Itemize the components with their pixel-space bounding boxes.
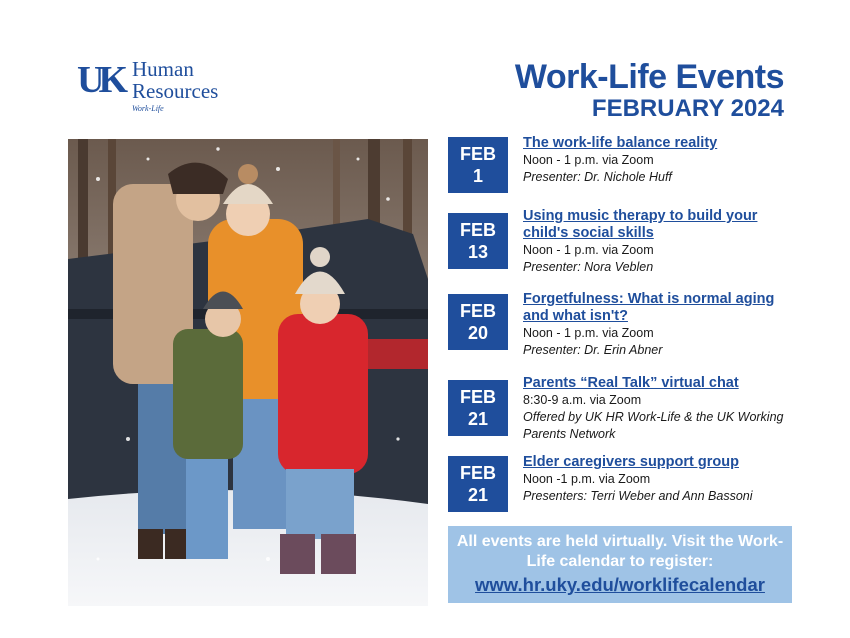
logo-sub-worklife: Work-Life	[132, 104, 164, 113]
registration-message: All events are held virtually. Visit the Work-Life calendar to register:	[456, 533, 784, 570]
family-winter-photo	[68, 139, 428, 606]
logo-line-human: Human	[132, 57, 194, 81]
event-date-badge	[448, 213, 508, 269]
calendar-link[interactable]: www.hr.uky.edu/worklifecalendar	[475, 574, 765, 595]
event-presenter: Offered by UK HR Work-Life & the UK Working Parents Network	[523, 410, 784, 441]
page-subtitle: FEBRUARY 2024	[591, 95, 784, 122]
event-date-badge	[448, 137, 508, 193]
event-details	[523, 208, 793, 276]
event-presenter: Presenter: Dr. Erin Abner	[523, 343, 663, 357]
event-date-badge	[448, 456, 508, 512]
event-date-badge	[448, 380, 508, 436]
event-title-link[interactable]: Forgetfulness: What is normal aging and what isn't?	[523, 291, 775, 324]
event-title-link[interactable]: Elder caregivers support group	[523, 454, 739, 470]
event-month: FEB	[460, 144, 496, 164]
event-details	[523, 291, 793, 359]
event-day: 21	[467, 409, 489, 429]
event-presenter: Presenters: Terri Weber and Ann Bassoni	[523, 489, 753, 503]
event-date-badge	[448, 294, 508, 350]
uk-logo-mark	[77, 60, 127, 100]
event-time: Noon - 1 p.m. via Zoom	[523, 326, 654, 340]
event-day: 20	[467, 323, 489, 343]
event-month: FEB	[460, 387, 496, 407]
event-details	[523, 454, 793, 505]
event-details	[523, 135, 793, 186]
event-presenter: Presenter: Nora Veblen	[523, 260, 654, 274]
event-time: Noon - 1 p.m. via Zoom	[523, 243, 654, 257]
event-time: Noon -1 p.m. via Zoom	[523, 472, 651, 486]
uk-logo-letters: UK	[77, 59, 122, 101]
registration-callout	[448, 526, 792, 603]
logo-line-resources: Resources	[132, 79, 219, 103]
event-day: 13	[467, 242, 489, 262]
logo-wordmark	[132, 58, 218, 102]
event-title-link[interactable]: Parents “Real Talk” virtual chat	[523, 375, 739, 391]
event-month: FEB	[460, 463, 496, 483]
event-day: 1	[472, 166, 483, 186]
event-title-link[interactable]: Using music therapy to build your child's social skills	[523, 208, 758, 241]
event-month: FEB	[460, 301, 496, 321]
event-details	[523, 375, 793, 443]
event-month: FEB	[460, 220, 496, 240]
page-heading	[515, 58, 784, 122]
event-title-link[interactable]: The work-life balance reality	[523, 135, 718, 151]
event-day: 21	[467, 485, 489, 505]
event-time: 8:30-9 a.m. via Zoom	[523, 393, 642, 407]
event-presenter: Presenter: Dr. Nichole Huff	[523, 170, 672, 184]
uk-hr-logo	[77, 58, 247, 116]
page-title: Work-Life Events	[514, 58, 784, 96]
event-time: Noon - 1 p.m. via Zoom	[523, 153, 654, 167]
